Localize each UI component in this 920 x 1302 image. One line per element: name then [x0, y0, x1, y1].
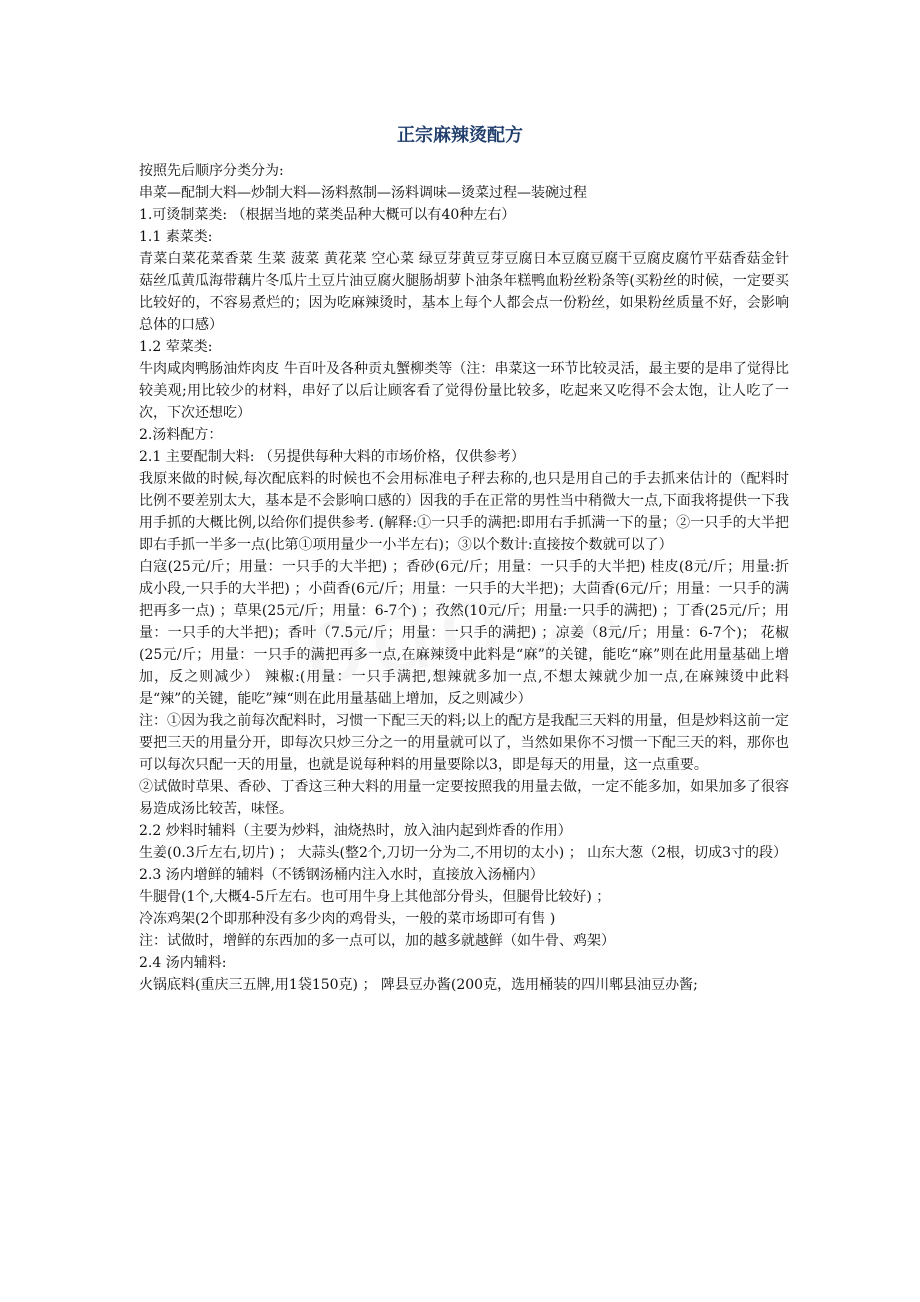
heading-soup-aux: 2.4 汤内辅料:	[139, 955, 227, 971]
paragraph-process-flow: 串菜—配制大料—炒制大料—汤料熬制—汤料调味—烫菜过程—装碗过程	[139, 185, 587, 201]
document-body	[139, 160, 789, 996]
note-freshness: 注：试做时，增鲜的东西加的多一点可以，加的越多就越鲜（如牛骨、鸡架）	[139, 933, 615, 949]
heading-soup-recipe: 2.汤料配方：	[139, 427, 223, 443]
paragraph-meats: 牛肉咸肉鸭肠油炸肉皮 牛百叶及各种贡丸蟹柳类等（注：串菜这一环节比较灵活，最主要的是串了觉得比较美观;用比较少的材料，串好了以后让顾客看了觉得份量比较多，吃起来又吃得不会太饱，让人吃了一次，下次还想吃）	[139, 361, 789, 421]
note-trial-amounts: ②试做时草果、香砂、丁香这三种大料的用量一定要按照我的用量去做，一定不能多加，如果加多了很容易造成汤比较苦，味怪。	[139, 779, 789, 817]
paragraph-beef-bone: 牛腿骨(1个,大概4-5斤左右。也可用牛身上其他部分骨头，但腿骨比较好) ；	[139, 889, 611, 905]
paragraph-soup-aux: 火锅底料(重庆三五牌,用1袋150克) ； 陴县豆办酱(200克，选用桶装的四川郫县油豆办酱;	[139, 977, 698, 993]
heading-dishes: 1.可烫制菜类: （根据当地的菜类品种大概可以有40种左右）	[139, 207, 516, 223]
paragraph-frying-aux: 生姜(0.3斤左右,切片) ； 大蒜头(整2个,刀切一分为二,不用切的太小) ； 山东大葱（2根，切成3寸的段）	[139, 845, 787, 861]
heading-vegetables: 1.1 素菜类:	[139, 229, 213, 245]
note-three-days: 注：①因为我之前每次配料时，习惯一下配三天的料;以上的配方是我配三天料的用量，但是炒料这前一定要把三天的用量分开，即每次只炒三分之一的用量就可以了，当然如果你不习惯一下配三天的料，那你也可以每次只配一天的用量，也就是说每种料的用量要除以3，即是每天的用量，这一点重要。	[139, 713, 789, 773]
paragraph-intro: 按照先后顺序分类分为:	[139, 163, 284, 179]
paragraph-measurement-explanation: 我原来做的时候,每次配底料的时候也不会用标准电子秤去称的,也只是用自己的手去抓来估计的（配料时比例不要差别太大，基本是不会影响口感的）因我的手在正常的男性当中稍微大一点,下面我将提供一下我用手抓的大概比例,以给你们提供参考. (解释:①一只手的满把:即用右手抓满一下的量；②一只手的大半把即右手抓一半多一点(比第①项用量少一小半左右)；③以个数计:直接按个数就可以了）	[139, 471, 789, 553]
paragraph-spice-list: 白寇(25元/斤；用量：一只手的大半把) ；香砂(6元/斤；用量：一只手的大半把) 桂皮(8元/斤；用量:折成小段,一只手的大半把) ；小茴香(6元/斤；用量：一只手的大半把)；大茴香(6元/斤；用量：一只手的满把再多一点) ；草果(25元/斤；用量：6-7个) ；孜然(10元/斤；用量:一只手的满把) ；丁香(25元/斤；用量：一只手的大半把)；香叶（7.5元/斤；用量：一只手的满把) ；凉姜（8元/斤；用量：6-7个)； 花椒(25元/斤；用量：一只手的满把再多一点,在麻辣烫中此料是“麻”的关键，能吃“麻”则在此用量基础上增加，反之则减少） 辣椒:(用量：一只手满把,想辣就多加一点,不想太辣就少加一点,在麻辣烫中此料是“辣”的关键，能吃”辣“则在此用量基础上增加，反之则减少）	[139, 559, 789, 707]
heading-main-spices: 2.1 主要配制大料: （另提供每种大料的市场价格，仅供参考）	[139, 449, 525, 465]
heading-meats: 1.2 荤菜类:	[139, 339, 213, 355]
paragraph-vegetables: 青菜白菜花菜香菜 生菜 菠菜 黄花菜 空心菜 绿豆芽黄豆芽豆腐日本豆腐豆腐干豆腐皮腐竹平菇香菇金针菇丝瓜黄瓜海带藕片冬瓜片土豆片油豆腐火腿肠胡萝卜油条年糕鸭血粉丝粉条等(买粉丝的时候，一定要买比较好的，不容易煮烂的；因为吃麻辣烫时，基本上每个人都会点一份粉丝，如果粉丝质量不好，会影响总体的口感）	[139, 251, 789, 333]
heading-frying-aux: 2.2 炒料时辅料（主要为炒料，油烧热时，放入油内起到炸香的作用）	[139, 823, 572, 839]
paragraph-chicken-frame: 冷冻鸡架(2个即那种没有多少肉的鸡骨头，一般的菜市场即可有售 )	[139, 911, 556, 927]
heading-freshness-aux: 2.3 汤内增鲜的辅料（不锈钢汤桶内注入水时，直接放入汤桶内）	[139, 867, 544, 883]
document-title: 正宗麻辣烫配方	[397, 125, 523, 146]
